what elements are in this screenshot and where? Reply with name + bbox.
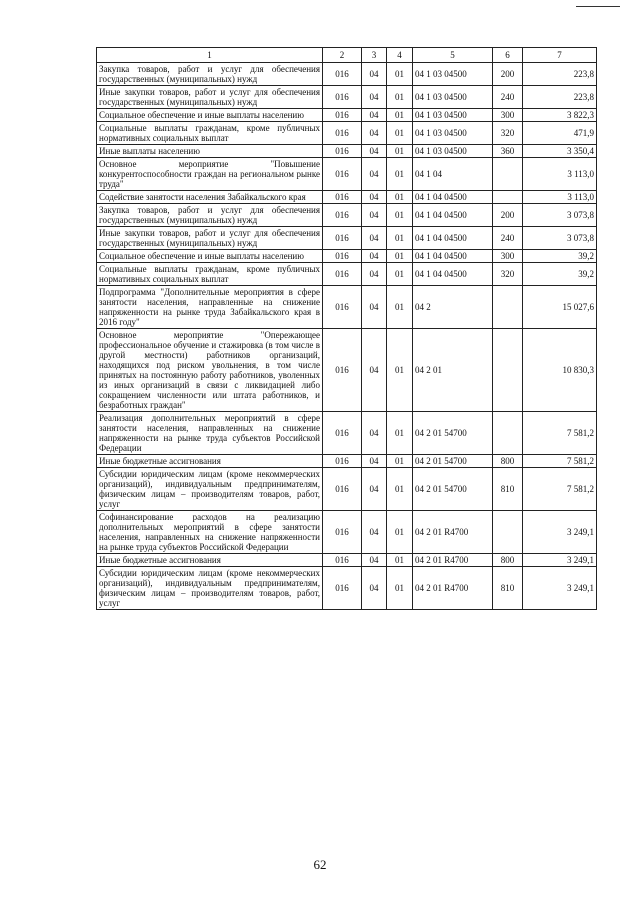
row-target-article: 04 2: [413, 286, 493, 329]
row-target-article: 04 2 01 54700: [413, 412, 493, 455]
row-ministry-code: 016: [323, 412, 362, 455]
row-amount: 3 073,8: [523, 204, 597, 227]
table-row: [97, 554, 597, 567]
row-section-code: 04: [362, 412, 387, 455]
row-subsection-code: 01: [387, 554, 413, 567]
table-row: [97, 511, 597, 554]
row-ministry-code: 016: [323, 109, 362, 122]
row-ministry-code: 016: [323, 567, 362, 610]
row-expense-type: 320: [493, 122, 523, 145]
row-section-code: 04: [362, 86, 387, 109]
row-name: Субсидии юридическим лицам (кроме некоммерческих организаций), индивидуальным предпринимателям, физическим лицам – производителям товаров, работ, услуг: [97, 468, 323, 511]
row-ministry-code: 016: [323, 122, 362, 145]
table-row: [97, 286, 597, 329]
row-subsection-code: 01: [387, 86, 413, 109]
header-col-6: 6: [493, 48, 523, 63]
row-target-article: 04 2 01 R4700: [413, 567, 493, 610]
row-subsection-code: 01: [387, 567, 413, 610]
row-amount: 15 027,6: [523, 286, 597, 329]
row-ministry-code: 016: [323, 63, 362, 86]
header-col-1: 1: [97, 48, 323, 63]
row-expense-type: 300: [493, 109, 523, 122]
row-target-article: 04 1 04 04500: [413, 204, 493, 227]
row-amount: 3 113,0: [523, 158, 597, 191]
row-amount: 3 350,4: [523, 145, 597, 158]
row-name: Содействие занятости населения Забайкальского края: [97, 191, 323, 204]
row-name: Иные закупки товаров, работ и услуг для обеспечения государственных (муниципальных) нужд: [97, 227, 323, 250]
row-expense-type: [493, 329, 523, 412]
row-subsection-code: 01: [387, 511, 413, 554]
row-section-code: 04: [362, 122, 387, 145]
row-subsection-code: 01: [387, 204, 413, 227]
row-ministry-code: 016: [323, 191, 362, 204]
table-row: [97, 122, 597, 145]
row-ministry-code: 016: [323, 511, 362, 554]
row-section-code: 04: [362, 145, 387, 158]
row-section-code: 04: [362, 191, 387, 204]
row-target-article: 04 1 04 04500: [413, 227, 493, 250]
row-target-article: 04 1 03 04500: [413, 145, 493, 158]
row-amount: 3 073,8: [523, 227, 597, 250]
row-amount: 223,8: [523, 63, 597, 86]
table-row: [97, 86, 597, 109]
row-expense-type: 240: [493, 86, 523, 109]
row-name: Субсидии юридическим лицам (кроме некоммерческих организаций), индивидуальным предпринимателям, физическим лицам – производителям товаров, работ, услуг: [97, 567, 323, 610]
row-subsection-code: 01: [387, 329, 413, 412]
table-row: [97, 567, 597, 610]
table-row: [97, 158, 597, 191]
row-subsection-code: 01: [387, 145, 413, 158]
header-row: [97, 48, 597, 63]
row-amount: 39,2: [523, 250, 597, 263]
row-subsection-code: 01: [387, 63, 413, 86]
row-ministry-code: 016: [323, 554, 362, 567]
row-target-article: 04 1 04 04500: [413, 250, 493, 263]
row-subsection-code: 01: [387, 412, 413, 455]
table-row: [97, 412, 597, 455]
table-body: [97, 63, 597, 610]
row-expense-type: 800: [493, 455, 523, 468]
row-section-code: 04: [362, 567, 387, 610]
table-row: [97, 191, 597, 204]
table-row: [97, 455, 597, 468]
budget-table: [96, 47, 597, 610]
table-row: [97, 250, 597, 263]
row-target-article: 04 2 01 R4700: [413, 554, 493, 567]
row-amount: 3 249,1: [523, 567, 597, 610]
row-amount: 3 113,0: [523, 191, 597, 204]
row-section-code: 04: [362, 329, 387, 412]
row-expense-type: [493, 511, 523, 554]
table-row: [97, 109, 597, 122]
row-name: Иные бюджетные ассигнования: [97, 455, 323, 468]
row-target-article: 04 1 03 04500: [413, 63, 493, 86]
row-subsection-code: 01: [387, 468, 413, 511]
row-section-code: 04: [362, 286, 387, 329]
row-name: Закупка товаров, работ и услуг для обеспечения государственных (муниципальных) нужд: [97, 63, 323, 86]
row-expense-type: 800: [493, 554, 523, 567]
row-target-article: 04 1 03 04500: [413, 122, 493, 145]
row-ministry-code: 016: [323, 455, 362, 468]
row-section-code: 04: [362, 468, 387, 511]
row-target-article: 04 2 01 54700: [413, 468, 493, 511]
row-amount: 471,9: [523, 122, 597, 145]
header-col-7: 7: [523, 48, 597, 63]
row-expense-type: 200: [493, 63, 523, 86]
row-name: Иные выплаты населению: [97, 145, 323, 158]
row-target-article: 04 1 04 04500: [413, 191, 493, 204]
header-col-5: 5: [413, 48, 493, 63]
row-target-article: 04 1 04: [413, 158, 493, 191]
row-subsection-code: 01: [387, 191, 413, 204]
row-subsection-code: 01: [387, 250, 413, 263]
row-name: Основное мероприятие "Опережающее профессиональное обучение и стажировка (в том числе в другой местности) работников организаций, находящихся под риском увольнения, в том числе принятых на постоянную работу работников, уволенных из иных организаций в связи с ликвидацией либо сокращением численности или штата работников, и безработных граждан": [97, 329, 323, 412]
row-section-code: 04: [362, 204, 387, 227]
row-amount: 7 581,2: [523, 455, 597, 468]
page-number: 62: [313, 857, 327, 872]
row-name: Основное мероприятие "Повышение конкурентоспособности граждан на региональном рынке труда": [97, 158, 323, 191]
row-section-code: 04: [362, 63, 387, 86]
row-amount: 39,2: [523, 263, 597, 286]
table-row: [97, 329, 597, 412]
row-amount: 3 249,1: [523, 511, 597, 554]
table-row: [97, 468, 597, 511]
row-ministry-code: 016: [323, 286, 362, 329]
table-row: [97, 263, 597, 286]
row-name: Социальные выплаты гражданам, кроме публичных нормативных социальных выплат: [97, 122, 323, 145]
row-subsection-code: 01: [387, 286, 413, 329]
row-ministry-code: 016: [323, 227, 362, 250]
row-expense-type: [493, 286, 523, 329]
row-amount: 3 249,1: [523, 554, 597, 567]
row-amount: 3 822,3: [523, 109, 597, 122]
row-section-code: 04: [362, 263, 387, 286]
row-expense-type: [493, 191, 523, 204]
row-target-article: 04 2 01 R4700: [413, 511, 493, 554]
top-rule: [576, 6, 620, 7]
row-target-article: 04 2 01 54700: [413, 455, 493, 468]
row-expense-type: 240: [493, 227, 523, 250]
row-ministry-code: 016: [323, 86, 362, 109]
row-name: Социальное обеспечение и иные выплаты населению: [97, 250, 323, 263]
row-section-code: 04: [362, 109, 387, 122]
row-name: Иные бюджетные ассигнования: [97, 554, 323, 567]
row-amount: 223,8: [523, 86, 597, 109]
row-expense-type: 200: [493, 204, 523, 227]
row-name: Подпрограмма "Дополнительные мероприятия в сфере занятости населения, направленные на снижение напряженности на рынке труда Забайкальского края в 2016 году": [97, 286, 323, 329]
row-expense-type: 360: [493, 145, 523, 158]
header-col-2: 2: [323, 48, 362, 63]
row-section-code: 04: [362, 158, 387, 191]
row-expense-type: 810: [493, 567, 523, 610]
row-ministry-code: 016: [323, 468, 362, 511]
row-subsection-code: 01: [387, 227, 413, 250]
table-row: [97, 63, 597, 86]
row-ministry-code: 016: [323, 158, 362, 191]
row-subsection-code: 01: [387, 263, 413, 286]
row-name: Социальное обеспечение и иные выплаты населению: [97, 109, 323, 122]
row-target-article: 04 2 01: [413, 329, 493, 412]
row-section-code: 04: [362, 250, 387, 263]
row-subsection-code: 01: [387, 122, 413, 145]
row-amount: 7 581,2: [523, 412, 597, 455]
header-col-4: 4: [387, 48, 413, 63]
row-section-code: 04: [362, 554, 387, 567]
row-expense-type: [493, 158, 523, 191]
row-target-article: 04 1 04 04500: [413, 263, 493, 286]
row-section-code: 04: [362, 455, 387, 468]
row-amount: 10 830,3: [523, 329, 597, 412]
row-name: Иные закупки товаров, работ и услуг для обеспечения государственных (муниципальных) нужд: [97, 86, 323, 109]
row-ministry-code: 016: [323, 250, 362, 263]
row-subsection-code: 01: [387, 455, 413, 468]
table-row: [97, 145, 597, 158]
row-name: Закупка товаров, работ и услуг для обеспечения государственных (муниципальных) нужд: [97, 204, 323, 227]
row-expense-type: 320: [493, 263, 523, 286]
row-name: Реализация дополнительных мероприятий в сфере занятости населения, направленных на снижение напряженности на рынке труда субъектов Российской Федерации: [97, 412, 323, 455]
row-ministry-code: 016: [323, 204, 362, 227]
table-header: [97, 48, 597, 63]
row-name: Софинансирование расходов на реализацию дополнительных мероприятий в сфере занятости населения, направленных на снижение напряженности на рынке труда субъектов Российской Федерации: [97, 511, 323, 554]
row-amount: 7 581,2: [523, 468, 597, 511]
row-target-article: 04 1 03 04500: [413, 109, 493, 122]
row-section-code: 04: [362, 511, 387, 554]
row-subsection-code: 01: [387, 158, 413, 191]
row-expense-type: 810: [493, 468, 523, 511]
row-ministry-code: 016: [323, 263, 362, 286]
row-target-article: 04 1 03 04500: [413, 86, 493, 109]
table-row: [97, 204, 597, 227]
row-section-code: 04: [362, 227, 387, 250]
row-subsection-code: 01: [387, 109, 413, 122]
table-row: [97, 227, 597, 250]
row-ministry-code: 016: [323, 329, 362, 412]
row-ministry-code: 016: [323, 145, 362, 158]
row-name: Социальные выплаты гражданам, кроме публичных нормативных социальных выплат: [97, 263, 323, 286]
header-col-3: 3: [362, 48, 387, 63]
row-expense-type: [493, 412, 523, 455]
row-expense-type: 300: [493, 250, 523, 263]
